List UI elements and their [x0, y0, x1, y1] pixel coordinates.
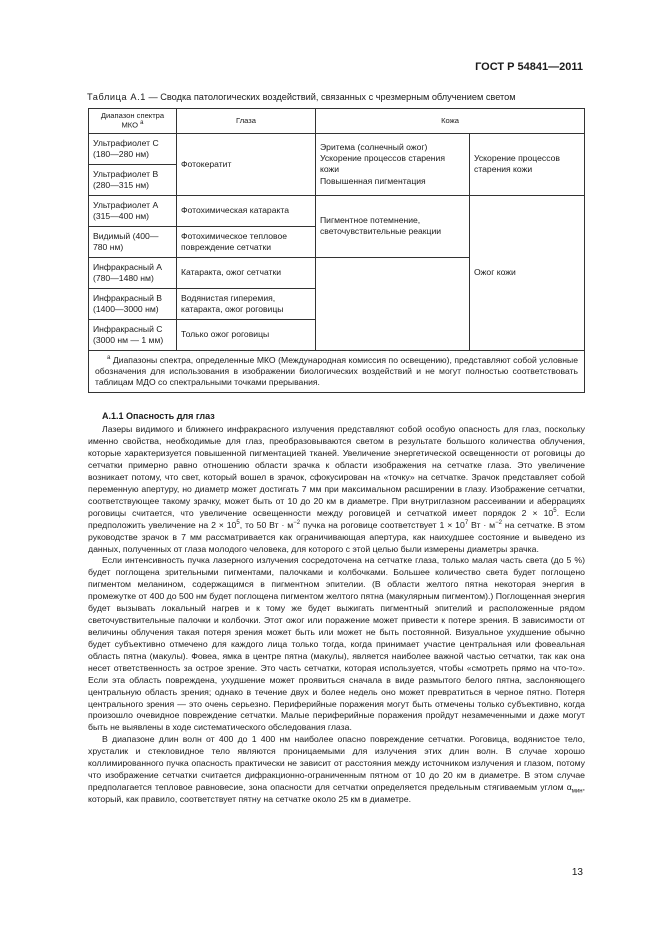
skin-aging-accel: Ускорение процессов старения кожи — [470, 133, 585, 195]
range-ira: Инфракрасный А (780—1480 нм) — [89, 257, 177, 288]
header-skin: Кожа — [316, 109, 585, 134]
eyes-aqueous-flare: Водянистая гиперемия, катаракта, ожог роговицы — [177, 288, 316, 319]
page-number: 13 — [571, 867, 583, 878]
skin-darkening: Пигментное потемнение, светочувствительные реакции — [316, 195, 470, 257]
skin-erythema: Эритема (солнечный ожог) — [320, 141, 428, 152]
range-irc: Инфракрасный С (3000 нм — 1 мм) — [89, 319, 177, 350]
skin-pigmentation: Повышенная пигментация — [320, 175, 426, 186]
eyes-cataract-retina: Катаракта, ожог сетчатки — [177, 257, 316, 288]
skin-empty-cell — [316, 257, 470, 350]
range-uva: Ультрафиолет А (315—400 нм) — [89, 195, 177, 226]
table-header-row — [89, 109, 585, 134]
paragraph: Если интенсивность пучка лазерного излучения сосредоточена на сетчатке глаза, только малая часть света (до 5 %) будет поглощена зрительными пигментами, палочками и колбочками. Большее количество света будет поглощено пигментом меланином, содержащимся в пигментном эпителии. (В области желтого пятна некоторая энергия в промежутке от 400 до 500 нм будет поглощена пигментом желтого пятна (макулярным пигментом).) Поглощенная энергия будет вызывать локальный нагрев и к тому же будет выжигать пигментный эпителий и расположенные рядом светочувствительные палочки и колбочки. Этот ожог или поражение может привести к потере зрения. В зависимости от величины облучения такая потеря зрения может быть или может не быть постоянной. Визуальное ухудшение обычно будет субъективно отмечено для каждого лица только тогда, когда принимает участие центральная или фовеальная область пятна (макулы). Фовеа, ямка в центре пятна (макулы), является наиболее важной частью сетчатки, так как она несет ответственность за острое зрение. Это часть сетчатки, которая используется, чтобы «смотреть прямо на что-то». Если эта область повреждена, ухудшение может проявиться сначала в виде размытого белого пятна, заслоняющего центральную область зрения; однако в течение двух и более недель оно может превратиться в черное пятно. Потеря центрального зрения — это очень серьезно. Периферийные поражения могут быть отмечены только субъективно, когда произошло очевидное повреждение сетчатки. Малые периферийные поражения пройдут незамеченными и даже могут быть не выявлены в ходе систематического обследования глаза. — [88, 555, 585, 733]
effects-table — [88, 108, 585, 393]
section-heading: А.1.1 Опасность для глаз — [102, 411, 215, 421]
header-eyes: Глаза — [177, 109, 316, 134]
table-footnote: $^а$ Диапазоны спектра, определенные МКО (Международная комиссия по освещению), представляют собой условные обозначения для использования в изображении биологических воздействий и не могут полностью соответствовать таблицам МДО со спектральными точками прерывания. — [89, 350, 585, 393]
skin-burn: Ожог кожи — [470, 195, 585, 350]
eyes-photochem-thermal: Фотохимическое тепловое повреждение сетчатки — [177, 226, 316, 257]
paragraph: В диапазоне длин волн от 400 до 1 400 нм наиболее опасно повреждение сетчатки. Роговица, водянистое тело, хрусталик и стекловидное тело являются проницаемыми для излучения этих длин волн. В случае хорошо коллимированного пучка опасность практически не зависит от расстояния между источником излучения и глазом, потому что изображение сетчатки считается дифракционно-ограниченным пятном от 10 до 20 км в диаметре. В этом случае предполагается тепловое равновесие, зона опасности для сетчатки определяется предельным стягиваемым углом $\alpha_{мин}$, который, как правило, соответствует пятну на сетчатке около 25 км в диаметре. — [88, 734, 585, 804]
table-footnote-row — [89, 350, 585, 393]
table-row — [89, 133, 585, 164]
range-visible: Видимый (400—780 нм) — [89, 226, 177, 257]
range-uvc: Ультрафиолет С (180—280 нм) — [89, 133, 177, 164]
paragraph: Лазеры видимого и ближнего инфракрасного излучения представляют собой особую опасность для глаз, поскольку именно свойства, необходимые для глаз, преобразовываются светом в результате большого количества облучения, которые характеризуется повышенной пигментацией тканей. Увеличение энергетической освещенности от роговицы до сетчатки примерно равно отношению области зрачка к области изображения на сетчатке глаза. Это увеличение возникает потому, что свет, который вошел в зрачок, сфокусирован на «точку» на сетчатке. Зрачок представляет собой переменную апертуру, но диаметр может достигать 7 мм при максимальном расширении в глазу. Изображение сетчатки, соответствующее такому зрачку, может быть от 10 до 20 км в диаметре. При внутриглазном рассеивании и аберрациях роговицы считается, что увеличение освещенности между роговицей и сетчаткой имеет порядок $2 \times 10^5$. Если предположить увеличение на $2 \times 10^5$, то 50 Вт · $м^{-2}$ пучка на роговице соответствует $1 \times 10^7$ Вт · $м^{-2}$ на сетчатке. В этом руководстве зрачок в 7 мм рассматривается как ограничивающая апертура, как наихудшее состояние и выведено из данных, полученных от глаза молодого человека, для которого с этой целью были измерены диаметры зрачка. — [88, 424, 586, 554]
range-uvb: Ультрафиолет В (280—315 нм) — [89, 164, 177, 195]
table-caption-text: — Сводка патологических воздействий, связанных с чрезмерным облучением светом — [145, 92, 516, 102]
table-caption — [87, 92, 587, 102]
standard-number: ГОСТ Р 54841—2011 — [475, 61, 583, 73]
eyes-photokeratitis: Фотокератит — [177, 133, 316, 195]
eyes-cornea-only: Только ожог роговицы — [177, 319, 316, 350]
table-caption-label: Таблица А.1 — [87, 92, 146, 102]
table-row — [89, 195, 585, 226]
skin-aging: Ускорение процессов старения кожи — [320, 153, 446, 174]
section-eye-hazard — [88, 410, 585, 806]
eyes-photochem-cataract: Фотохимическая катаракта — [177, 195, 316, 226]
header-range: Диапазон спектра МКО $^а$ — [89, 109, 177, 134]
skin-uv-effects — [316, 133, 470, 195]
range-irb: Инфракрасный В (1400—3000 нм) — [89, 288, 177, 319]
